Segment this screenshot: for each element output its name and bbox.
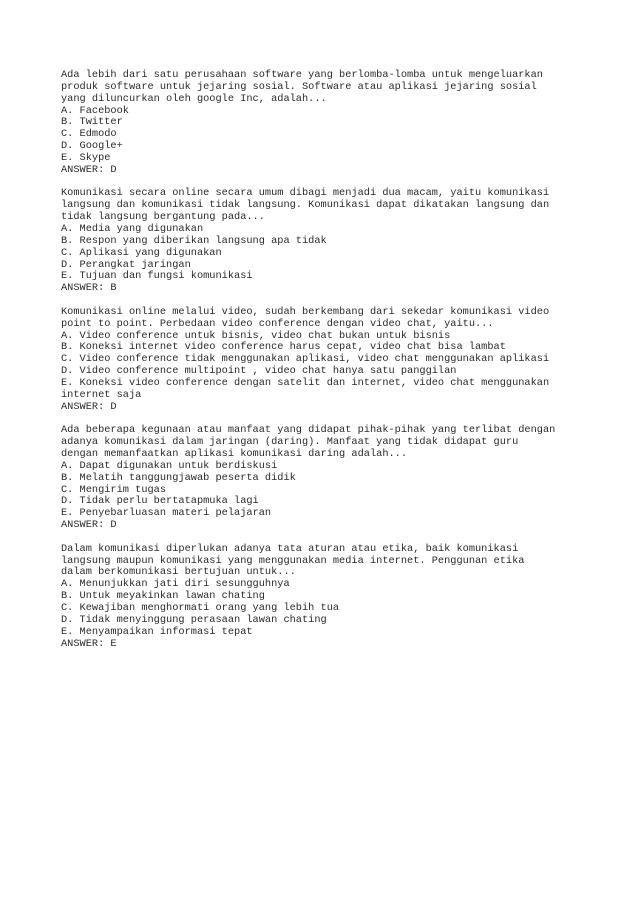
option-c: C. Video conference tidak menggunakan aplikasi, video chat menggunakan aplikasi [61, 353, 550, 366]
option-a: A. Menunjukkan jati diri sesungguhnya [61, 578, 290, 591]
answer-key: ANSWER: D [61, 163, 117, 176]
question-text-line: yang diluncurkan oleh google Inc, adalah... [61, 92, 327, 105]
question-block-5 [61, 544, 601, 651]
question-text-line: Dalam komunikasi diperlukan adanya tata aturan atau etika, baik komunikasi [61, 542, 519, 555]
option-c: C. Aplikasi yang digunakan [61, 246, 222, 259]
option-e: E. Koneksi video conference dengan satelit dan internet, video chat menggunakan internet saja [61, 376, 550, 401]
answer-key: ANSWER: D [61, 519, 117, 532]
question-block-2 [61, 188, 601, 295]
question-text-line: langsung maupun komunikasi yang menggunakan media internet. Penggunan etika [61, 554, 525, 567]
option-b: B. Untuk meyakinkan lawan chating [61, 590, 265, 603]
question-text-line: point to point. Perbedaan video conference dengan video chat, yaitu... [61, 317, 494, 330]
option-c: C. Edmodo [61, 128, 117, 141]
option-d: D. Google+ [61, 140, 123, 153]
question-text-line: produk software untuk jejaring sosial. Software atau aplikasi jejaring sosial [61, 80, 537, 93]
question-text-line: Komunikasi secara online secara umum dibagi menjadi dua macam, yaitu komunikasi [61, 187, 550, 200]
option-e: E. Menyampaikan informasi tepat [61, 625, 253, 638]
option-b: B. Respon yang diberikan langsung apa tidak [61, 234, 327, 247]
question-block-1 [61, 70, 601, 177]
option-a: A. Facebook [61, 104, 129, 117]
answer-key: ANSWER: D [61, 400, 117, 413]
option-e: E. Skype [61, 151, 111, 164]
answer-key: ANSWER: B [61, 282, 117, 295]
question-text-line: dalam berkomunikasi bertujuan untuk... [61, 566, 296, 579]
question-text-line: tidak langsung bergantung pada... [61, 211, 265, 224]
option-e: E. Penyebarluasan materi pelajaran [61, 507, 272, 520]
option-b: B. Koneksi internet video conference harus cepat, video chat bisa lambat [61, 341, 506, 354]
question-text-line: Komunikasi online melalui video, sudah berkembang dari sekedar komunikasi video [61, 305, 550, 318]
question-text-line: Ada beberapa kegunaan atau manfaat yang didapat pihak-pihak yang terlibat dengan [61, 424, 556, 437]
option-d: D. Tidak menyinggung perasaan lawan chating [61, 613, 327, 626]
option-a: A. Media yang digunakan [61, 222, 204, 235]
option-a: A. Video conference untuk bisnis, video chat bukan untuk bisnis [61, 329, 451, 342]
option-d: D. Video conference multipoint , video chat hanya satu panggilan [61, 365, 457, 378]
question-block-4 [61, 425, 601, 532]
option-e: E. Tujuan dan fungsi komunikasi [61, 270, 253, 283]
option-b: B. Melatih tanggungjawab peserta didik [61, 471, 296, 484]
option-b: B. Twitter [61, 116, 123, 129]
option-d: D. Tidak perlu bertatapmuka lagi [61, 495, 259, 508]
question-text-line: adanya komunikasi dalam jaringan (daring). Manfaat yang tidak didapat guru [61, 436, 519, 449]
question-text-line: dengan memanfaatkan aplikasi komunikasi daring adalah... [61, 448, 408, 460]
option-c: C. Kewajiban menghormati orang yang lebih tua [61, 601, 340, 614]
option-c: C. Mengirim tugas [61, 483, 167, 496]
question-block-3 [61, 307, 601, 414]
document-page [61, 70, 601, 662]
option-a: A. Dapat digunakan untuk berdiskusi [61, 459, 278, 472]
question-text-line: langsung dan komunikasi tidak langsung. Komunikasi dapat dikatakan langsung dan [61, 199, 550, 212]
question-text-line: Ada lebih dari satu perusahaan software yang berlomba-lomba untuk mengeluarkan [61, 69, 543, 81]
answer-key: ANSWER: E [61, 637, 117, 650]
option-d: D. Perangkat jaringan [61, 258, 191, 271]
